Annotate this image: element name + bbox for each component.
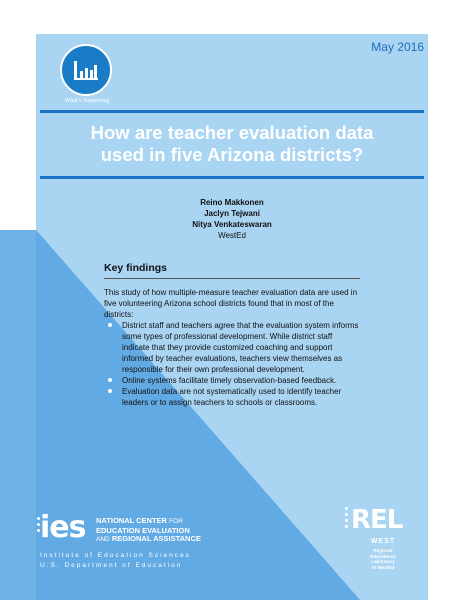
- bullet-icon: [108, 323, 112, 327]
- finding-text: Evaluation data are not systematically used to identify teacher leaders or to assign teachers to schools or classrooms.: [122, 387, 342, 407]
- title-line-2: used in five Arizona districts?: [100, 144, 364, 165]
- rel-lab-name: [361, 548, 405, 570]
- rel-west-logo: [345, 505, 415, 580]
- finding-text: Online systems facilitate timely observation-based feedback.: [122, 376, 337, 385]
- title-rule-top: [40, 110, 424, 113]
- ies-center-line-2: EDUCATION EVALUATION: [96, 525, 190, 535]
- report-title: [40, 122, 424, 166]
- rel-wordmark: REL: [351, 505, 403, 535]
- finding-item: [104, 320, 360, 375]
- ies-subtitle: [40, 551, 191, 571]
- finding-text: District staff and teachers agree that the evaluation system informs some types of professional development. While district staff indicate that they provide customized coaching and support informed by teacher evaluations, teachers view themselves as responsible for their own professional development.: [122, 321, 359, 374]
- rel-region: WEST: [370, 538, 396, 545]
- author-list: [132, 197, 332, 241]
- key-findings-list: [104, 320, 360, 408]
- whats-happening-logo: [60, 44, 112, 96]
- bullet-icon: [108, 378, 112, 382]
- key-findings-panel: [104, 262, 360, 408]
- rel-lab-line-2: At WestEd: [371, 564, 395, 570]
- key-findings-intro: This study of how multiple-measure teacher evaluation data are used in five volunteering Arizona school districts found that in most of the districts:: [104, 288, 358, 319]
- ies-center-line-3: REGIONAL ASSISTANCE: [111, 534, 201, 543]
- rel-lab-line-1: Regional Educational Laboratory: [370, 548, 396, 564]
- title-line-1: How are teacher evaluation data: [90, 122, 374, 143]
- logo-caption: What’s Happening: [64, 98, 110, 104]
- key-findings-heading: Key findings: [104, 262, 360, 279]
- ies-center-line-1: NATIONAL CENTER: [96, 516, 167, 525]
- finding-item: [104, 386, 360, 408]
- ies-center-name: [96, 517, 201, 545]
- ies-logo: [40, 510, 260, 573]
- ies-department: U.S. Department of Education: [40, 562, 183, 569]
- ies-center-and: AND: [96, 536, 110, 543]
- finding-item: [104, 375, 360, 386]
- ies-center-for: FOR: [169, 518, 183, 525]
- bullet-icon: [108, 389, 112, 393]
- author-organization: WestEd: [218, 231, 246, 240]
- ies-wordmark: ies: [40, 510, 86, 545]
- author-name: Jaclyn Tejwani: [204, 209, 260, 218]
- ies-institute: Institute of Education Sciences: [40, 552, 191, 559]
- author-name: Nitya Venkateswaran: [192, 220, 272, 229]
- publication-date: May 2016: [371, 40, 424, 54]
- title-rule-bottom: [40, 176, 424, 179]
- bar-chart-icon: [73, 59, 99, 81]
- author-name: Reino Makkonen: [200, 198, 264, 207]
